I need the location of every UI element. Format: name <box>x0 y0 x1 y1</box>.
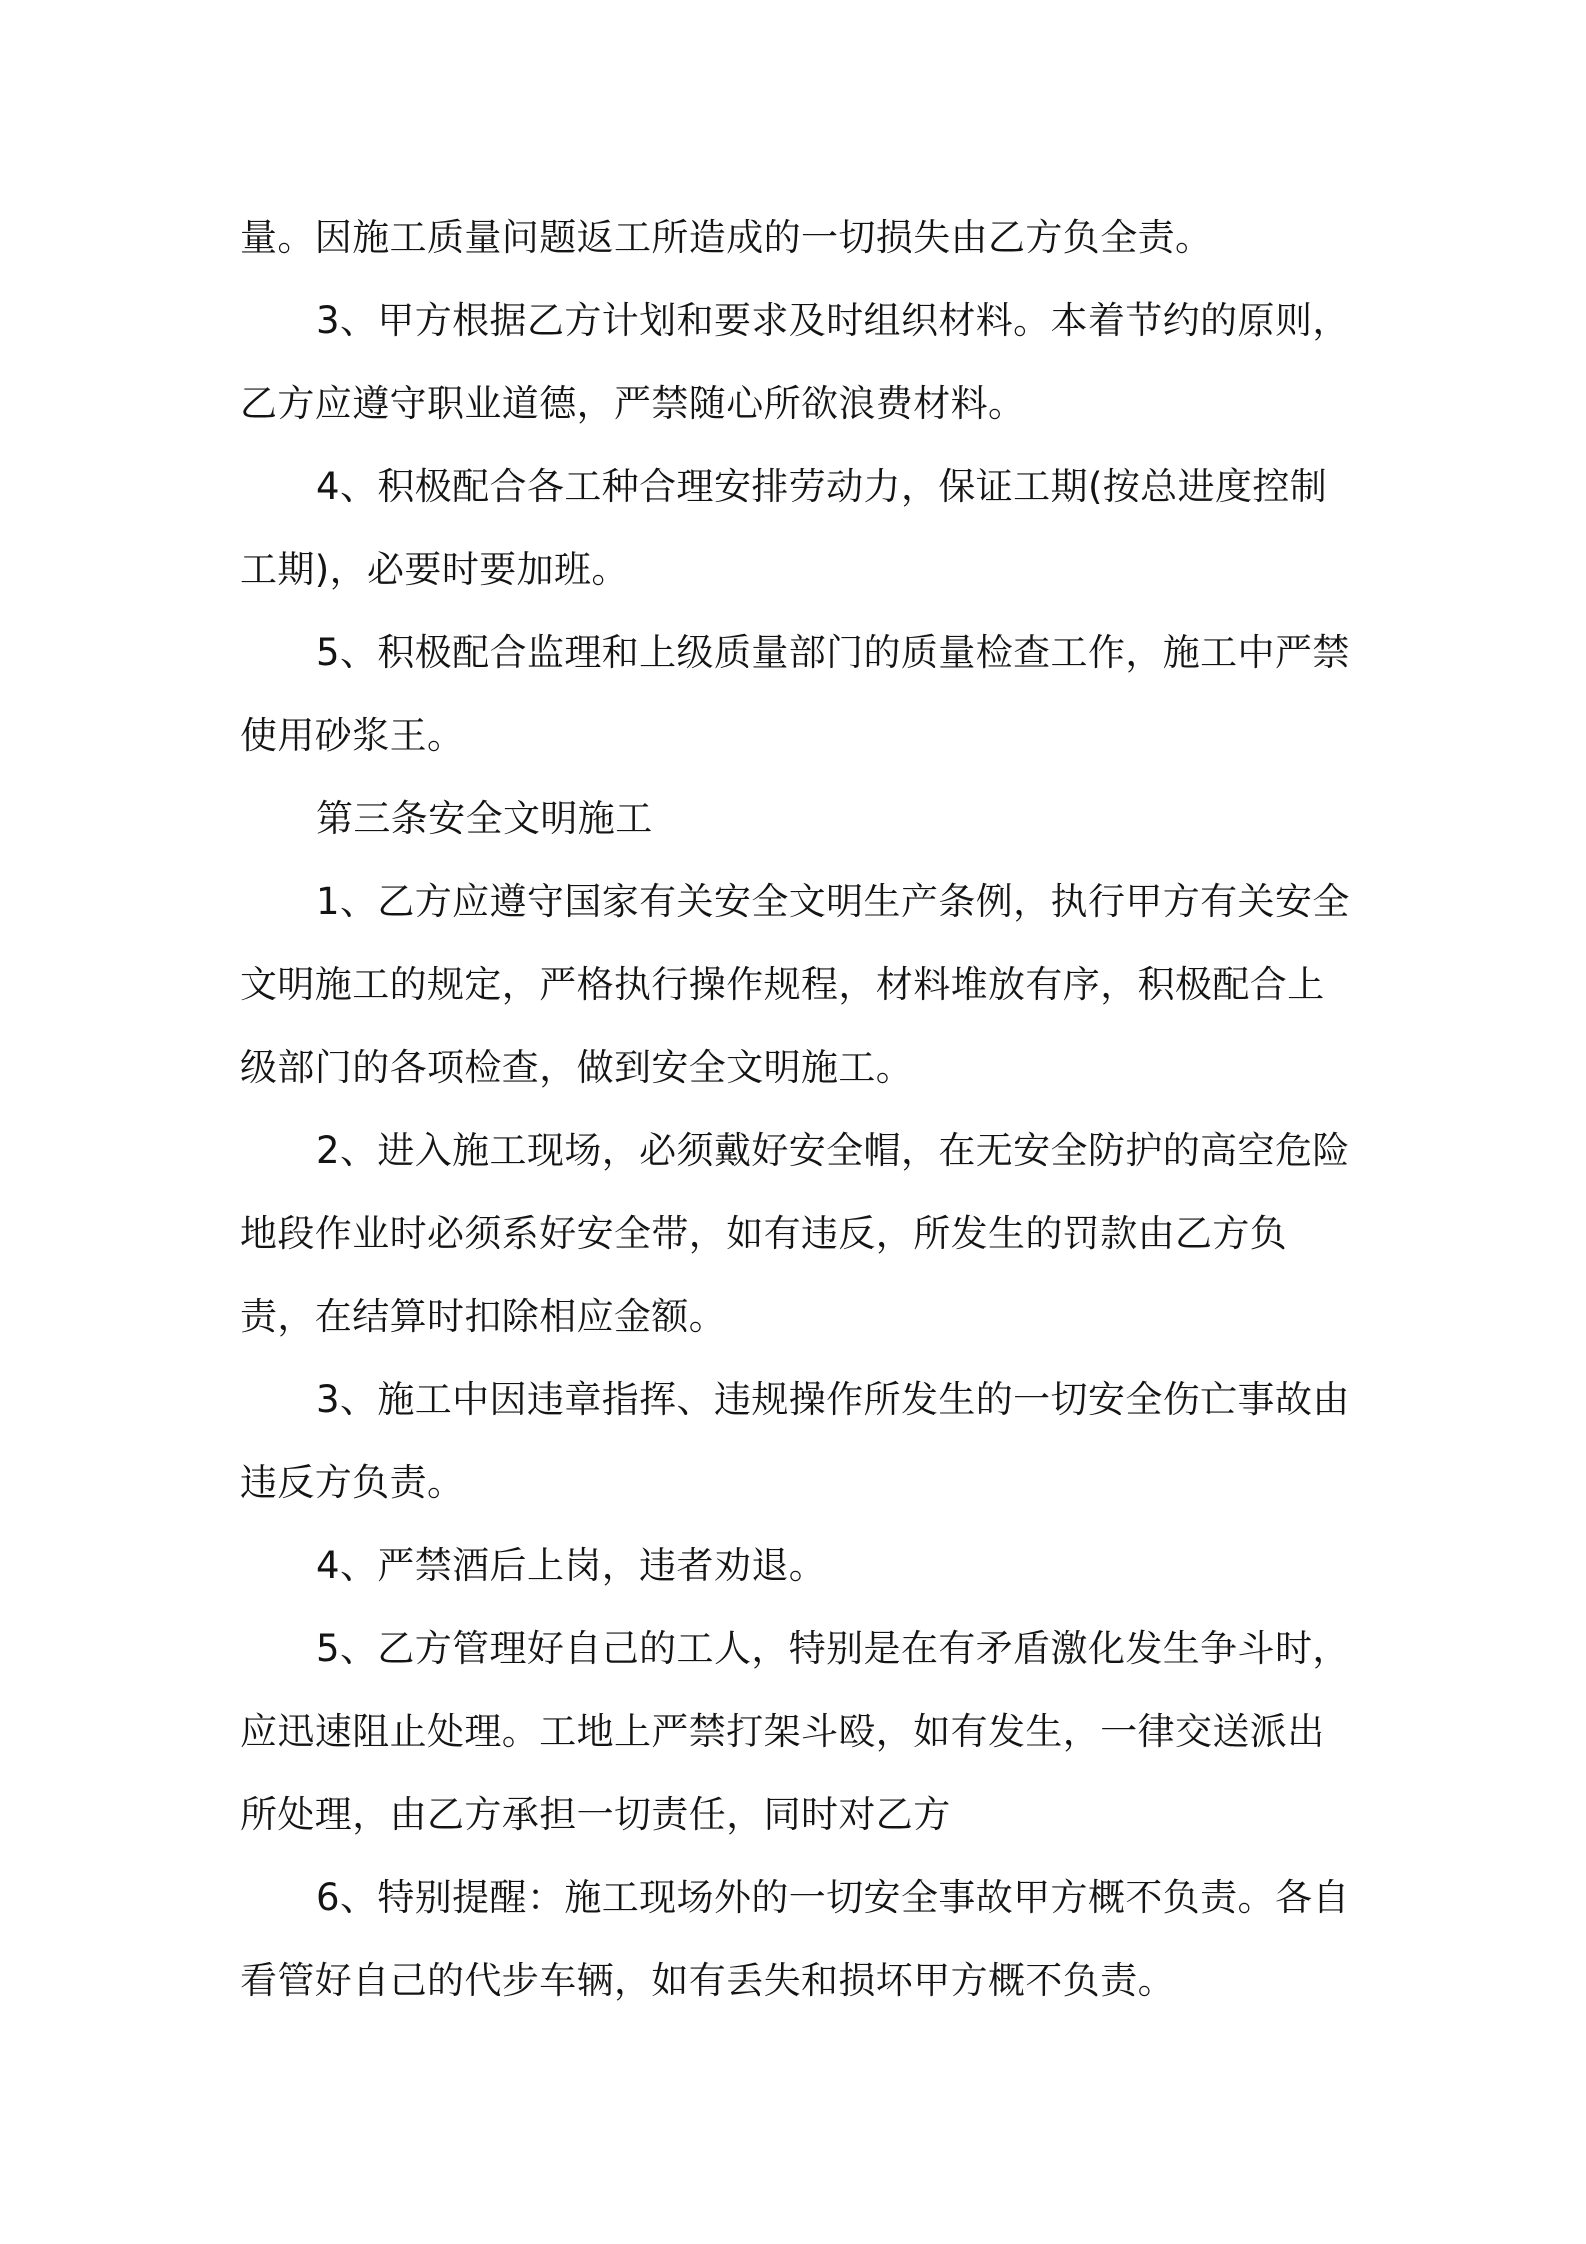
document-body <box>240 196 1355 2022</box>
paragraph-safety-item-3: 3、施工中因违章指挥、违规操作所发生的一切安全伤亡事故由违反方负责。 <box>240 1378 1350 1504</box>
paragraph-safety-item-2: 2、进入施工现场，必须戴好安全帽，在无安全防护的高空危险地段作业时必须系好安全带，如有违反，所发生的罚款由乙方负责，在结算时扣除相应金额。 <box>240 1129 1350 1338</box>
paragraph-item-5-inspection: 5、积极配合监理和上级质量部门的质量检查工作，施工中严禁使用砂浆王。 <box>240 631 1350 757</box>
paragraph-item-4-labor: 4、积极配合各工种合理安排劳动力，保证工期(按总进度控制工期)，必要时要加班。 <box>240 465 1328 591</box>
paragraph-continuation: 量。因施工质量问题返工所造成的一切损失由乙方负全责。 <box>240 216 1213 259</box>
paragraph-safety-item-5: 5、乙方管理好自己的工人，特别是在有矛盾激化发生争斗时，应迅速阻止处理。工地上严禁打架斗殴，如有发生，一律交送派出所处理，由乙方承担一切责任，同时对乙方 <box>240 1627 1350 1836</box>
paragraph-safety-item-4: 4、严禁酒后上岗，违者劝退。 <box>316 1544 827 1587</box>
paragraph-item-3-materials: 3、甲方根据乙方计划和要求及时组织材料。本着节约的原则，乙方应遵守职业道德，严禁随心所欲浪费材料。 <box>240 299 1350 425</box>
section-heading-safety: 第三条安全文明施工 <box>316 797 653 840</box>
paragraph-safety-item-1: 1、乙方应遵守国家有关安全文明生产条例，执行甲方有关安全文明施工的规定，严格执行操作规程，材料堆放有序，积极配合上级部门的各项检查，做到安全文明施工。 <box>240 880 1350 1089</box>
paragraph-safety-item-6: 6、特别提醒：施工现场外的一切安全事故甲方概不负责。各自看管好自己的代步车辆，如有丢失和损坏甲方概不负责。 <box>240 1876 1350 2002</box>
